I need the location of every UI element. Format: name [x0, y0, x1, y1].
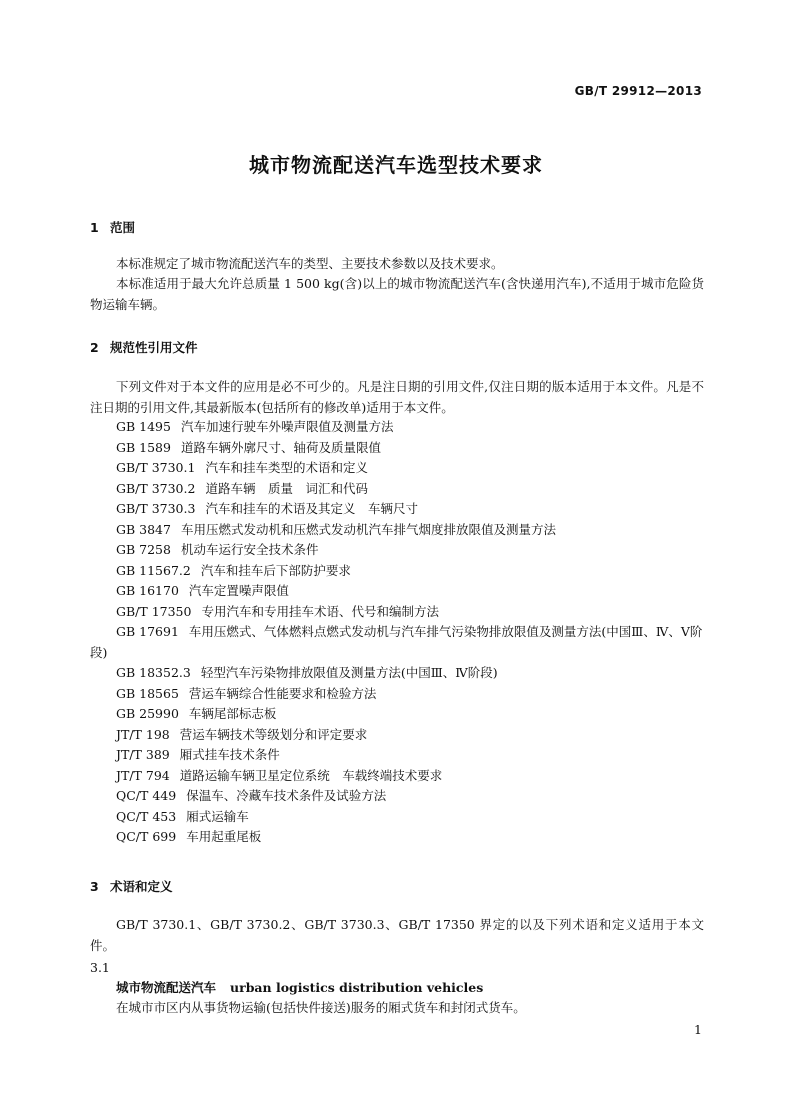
reference-code: GB 1589: [116, 439, 171, 455]
reference-title: 机动车运行安全技术条件: [180, 542, 319, 557]
section-3-title: 术语和定义: [110, 879, 173, 894]
reference-code: JT/T 389: [116, 747, 170, 762]
reference-item: [90, 520, 704, 541]
reference-title: 汽车加速行驶车外噪声限值及测量方法: [180, 419, 394, 434]
section-2-intro: 下列文件对于本文件的应用是必不可少的。凡是注日期的引用文件,仅注日期的版本适用于本文件。凡是不注日期的引用文件,其最新版本(包括所有的修改单)适用于本文件。: [90, 379, 704, 415]
section-1-paragraph-1: 本标准规定了城市物流配送汽车的类型、主要技术参数以及技术要求。: [116, 256, 504, 271]
reference-code: GB 18565: [116, 685, 179, 701]
reference-title: 轻型汽车污染物排放限值及测量方法(中国Ⅲ、Ⅳ阶段): [200, 665, 498, 680]
reference-item: [90, 499, 704, 520]
reference-code: GB/T 3730.1: [116, 460, 196, 475]
reference-code: GB 11567.2: [116, 562, 191, 578]
reference-item: [90, 766, 704, 787]
reference-title: 汽车和挂车后下部防护要求: [200, 562, 351, 578]
reference-item: [90, 458, 704, 479]
reference-title: 营运车辆综合性能要求和检验方法: [188, 685, 377, 701]
reference-item: [90, 684, 704, 705]
section-2-number: 2: [90, 340, 99, 355]
reference-item: [90, 827, 704, 848]
reference-code: GB/T 3730.2: [116, 480, 196, 496]
reference-title: 道路运输车辆卫星定位系统 车载终端技术要求: [179, 767, 443, 783]
reference-item: [90, 807, 704, 828]
reference-title: 道路车辆外廓尺寸、轴荷及质量限值: [180, 439, 381, 455]
reference-code: GB 18352.3: [116, 665, 191, 680]
reference-item: [90, 745, 704, 766]
term-name: [116, 978, 483, 996]
reference-title: 汽车定置噪声限值: [188, 583, 289, 598]
section-1-paragraph-2: 本标准适用于最大允许总质量 1 500 kg(含)以上的城市物流配送汽车(含快递用汽车),不适用于城市危险货物运输车辆。: [90, 276, 704, 312]
term-number: 3.1: [90, 960, 110, 975]
reference-item: [90, 622, 704, 663]
section-3-number: 3: [90, 879, 99, 894]
reference-code: GB 16170: [116, 583, 179, 598]
section-1-title: 范围: [110, 220, 136, 235]
reference-item: [90, 561, 704, 582]
reference-item: [90, 438, 704, 459]
reference-code: JT/T 198: [116, 726, 170, 742]
term-name-chinese: 城市物流配送汽车: [116, 980, 217, 995]
reference-title: 保温车、冷藏车技术条件及试验方法: [186, 788, 387, 803]
term-definition: 在城市市区内从事货物运输(包括快件接送)服务的厢式货车和封闭式货车。: [116, 1000, 526, 1015]
reference-title: 汽车和挂车的术语及其定义 车辆尺寸: [205, 501, 418, 516]
reference-title: 车用压燃式发动机和压燃式发动机汽车排气烟度排放限值及测量方法: [180, 521, 556, 537]
reference-code: GB/T 17350: [116, 603, 192, 619]
section-1-number: 1: [90, 220, 99, 235]
reference-item: [90, 725, 704, 746]
reference-code: QC/T 449: [116, 788, 177, 803]
reference-code: QC/T 453: [116, 808, 177, 824]
reference-code: GB 17691: [116, 624, 179, 639]
reference-title: 厢式挂车技术条件: [179, 747, 280, 762]
reference-title: 营运车辆技术等级划分和评定要求: [179, 726, 368, 742]
reference-item: [90, 704, 704, 725]
reference-title: 车用起重尾板: [186, 829, 262, 844]
reference-code: GB 3847: [116, 521, 171, 537]
reference-item: [90, 540, 704, 561]
reference-title: 专用汽车和专用挂车术语、代号和编制方法: [201, 603, 439, 619]
section-2-title: 规范性引用文件: [110, 340, 198, 355]
reference-code: GB 7258: [116, 542, 171, 557]
section-2-heading: [90, 338, 198, 356]
document-title: 城市物流配送汽车选型技术要求: [249, 153, 543, 177]
reference-item: [90, 786, 704, 807]
reference-item: [90, 581, 704, 602]
reference-item: [90, 479, 704, 500]
reference-title: 车用压燃式、气体燃料点燃式发动机与汽车排气污染物排放限值及测量方法(中国Ⅲ、Ⅳ、Ⅴ阶段): [90, 624, 703, 660]
standard-number: GB/T 29912—2013: [574, 84, 702, 98]
reference-title: 厢式运输车: [186, 808, 249, 824]
section-3-heading: [90, 877, 173, 895]
section-3-intro: GB/T 3730.1、GB/T 3730.2、GB/T 3730.3、GB/T 17350 界定的以及下列术语和定义适用于本文件。: [90, 917, 704, 953]
reference-code: QC/T 699: [116, 829, 177, 844]
reference-code: JT/T 794: [116, 767, 170, 783]
reference-code: GB 1495: [116, 419, 171, 434]
page-number: 1: [694, 1022, 702, 1037]
reference-item: [90, 663, 704, 684]
reference-title: 道路车辆 质量 词汇和代码: [205, 480, 368, 496]
reference-code: GB/T 3730.3: [116, 501, 196, 516]
term-name-english: urban logistics distribution vehicles: [230, 980, 484, 995]
reference-item: [90, 417, 704, 438]
reference-list: [90, 417, 704, 848]
section-1-heading: [90, 218, 135, 236]
reference-item: [90, 602, 704, 623]
reference-code: GB 25990: [116, 706, 179, 721]
reference-title: 车辆尾部标志板: [188, 706, 277, 721]
reference-title: 汽车和挂车类型的术语和定义: [205, 460, 368, 475]
